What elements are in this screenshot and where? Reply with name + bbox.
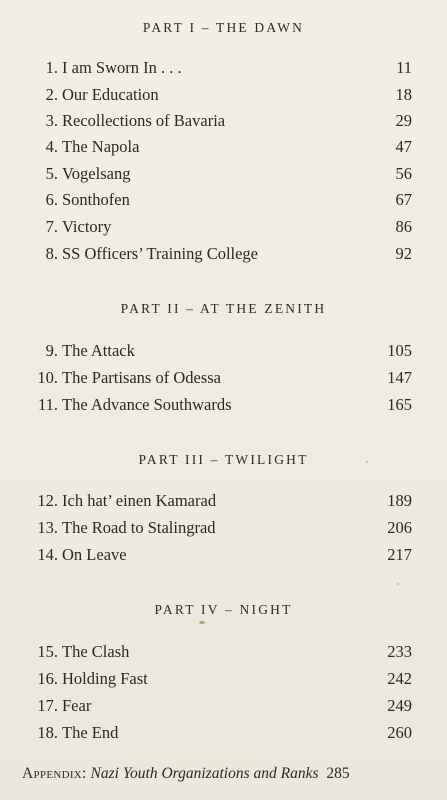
- toc-entry: [28, 135, 412, 159]
- entry-page: 47: [395, 137, 412, 156]
- entry-title: Fear: [62, 696, 92, 715]
- entry-title: Holding Fast: [62, 669, 148, 688]
- entry-number: 9.: [45, 341, 58, 360]
- toc-entry: [28, 215, 412, 239]
- section-heading: PART IV – NIGHT: [154, 602, 293, 617]
- entry-page: 56: [395, 164, 412, 183]
- entry-number: 3.: [45, 111, 58, 130]
- entry-title: The Attack: [62, 341, 135, 360]
- entry-number: 4.: [45, 137, 58, 156]
- entry-page: 165: [387, 395, 412, 414]
- entry-page: 11: [396, 58, 412, 77]
- entry-title: The Advance Southwards: [62, 395, 232, 414]
- entry-number: 8.: [45, 244, 58, 263]
- entry-title: Victory: [62, 217, 112, 236]
- section-heading: PART II – AT THE ZENITH: [120, 301, 327, 316]
- entry-title: The End: [62, 723, 119, 742]
- toc-entry: [28, 640, 412, 664]
- entry-page: 260: [387, 723, 412, 742]
- entry-title: Ich hat’ einen Kamarad: [62, 491, 217, 510]
- entry-page: 233: [387, 642, 412, 661]
- entry-number: 5.: [45, 164, 58, 183]
- entry-page: 105: [387, 341, 412, 360]
- entry-number: 2.: [45, 85, 58, 104]
- entry-number: 1.: [45, 58, 58, 77]
- toc-entry: [28, 109, 412, 133]
- section-heading: PART III – TWILIGHT: [138, 452, 309, 467]
- entry-page: 92: [395, 244, 412, 263]
- entry-number: 14.: [37, 545, 58, 564]
- entry-title: On Leave: [62, 545, 127, 564]
- toc-entry: [28, 694, 412, 718]
- entry-title: The Partisans of Odessa: [62, 368, 222, 387]
- toc-entry: [28, 339, 412, 363]
- entry-number: 17.: [37, 696, 58, 715]
- paper-speck: [199, 621, 205, 624]
- entry-number: 16.: [37, 669, 58, 688]
- paper-speck: [366, 461, 368, 463]
- appendix-title: Nazi Youth Organizations and Ranks: [90, 765, 319, 782]
- entry-page: 249: [387, 696, 412, 715]
- appendix-label: Appendix:: [22, 765, 87, 782]
- entry-page: 189: [387, 491, 412, 510]
- entry-title: Recollections of Bavaria: [62, 111, 226, 130]
- paper-speck: [397, 583, 399, 585]
- entry-page: 18: [395, 85, 412, 104]
- entry-title: Vogelsang: [62, 164, 131, 183]
- entry-number: 15.: [37, 642, 58, 661]
- entry-page: 206: [387, 518, 412, 537]
- toc-entry: [28, 242, 412, 266]
- toc-entry: [28, 543, 412, 567]
- entry-page: 217: [387, 545, 412, 564]
- entry-title: The Clash: [62, 642, 130, 661]
- appendix-entry: [22, 765, 432, 783]
- entry-title: Our Education: [62, 85, 159, 104]
- toc-entry: [28, 393, 412, 417]
- entry-title: I am Sworn In . . .: [62, 58, 182, 77]
- entry-number: 10.: [37, 368, 58, 387]
- toc-entry: [28, 667, 412, 691]
- entry-title: The Napola: [62, 137, 140, 156]
- entry-page: 67: [395, 190, 412, 209]
- entry-page: 147: [387, 368, 412, 387]
- toc-entry: [28, 489, 412, 513]
- section-heading: PART I – THE DAWN: [142, 20, 305, 35]
- toc-entry: [28, 188, 412, 212]
- entry-title: Sonthofen: [62, 190, 130, 209]
- toc-entry: [28, 83, 412, 107]
- toc-entry: [28, 721, 412, 745]
- entry-number: 18.: [37, 723, 58, 742]
- entry-number: 6.: [45, 190, 58, 209]
- toc-entry: [28, 162, 412, 186]
- entry-number: 12.: [37, 491, 58, 510]
- entry-number: 7.: [45, 217, 58, 236]
- toc-entry: [28, 56, 412, 80]
- entry-number: 11.: [37, 395, 58, 414]
- toc-entry: [28, 516, 412, 540]
- appendix-page: 285: [326, 765, 350, 782]
- entry-page: 242: [387, 669, 412, 688]
- entry-title: The Road to Stalingrad: [62, 518, 216, 537]
- entry-title: SS Officers’ Training College: [62, 244, 259, 263]
- entry-number: 13.: [37, 518, 58, 537]
- entry-page: 86: [395, 217, 412, 236]
- entry-page: 29: [395, 111, 412, 130]
- toc-entry: [28, 366, 412, 390]
